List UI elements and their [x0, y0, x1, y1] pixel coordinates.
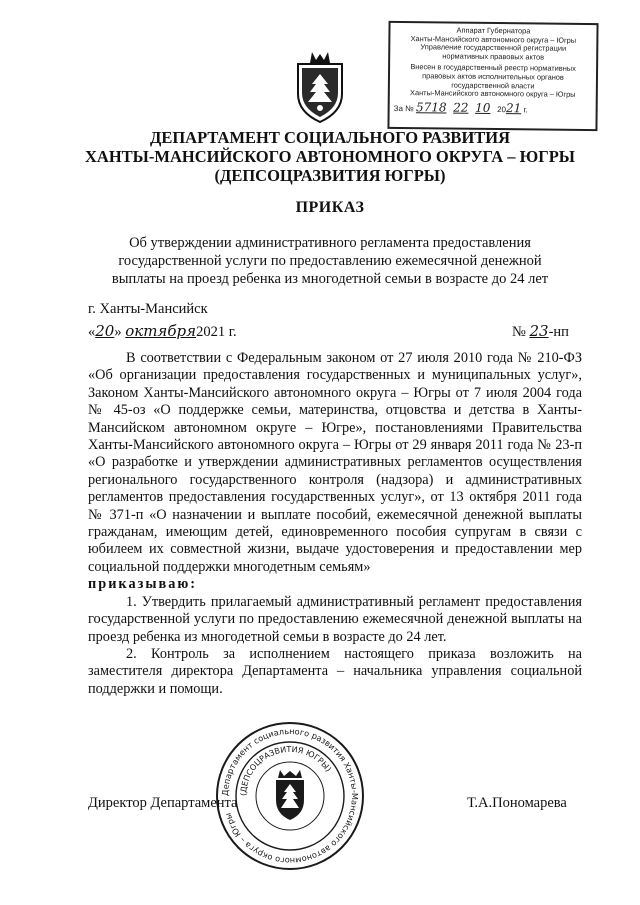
- reg-number: 5718: [415, 99, 447, 115]
- stamp-line: Аппарат Губернатора: [456, 25, 531, 36]
- seal-emblem-icon: [276, 770, 304, 820]
- seal-inner-text: (ДЕПСОЦРАЗВИТИЯ ЮГРЫ): [238, 744, 333, 797]
- stamp-line: Управление государственной регистрации: [420, 42, 567, 53]
- stamp-line: нормативных правовых актов: [442, 51, 545, 62]
- quote: «: [88, 324, 96, 340]
- order-item-2: 2. Контроль за исполнением настоящего приказа возложить на заместителя директора Департамента – начальника управления социальной поддержки и помощи.: [88, 645, 582, 697]
- registration-stamp: [387, 21, 598, 131]
- dept-short-name: (ДЕПСОЦРАЗВИТИЯ ЮГРЫ): [214, 166, 446, 185]
- stamp-line: государственной власти: [451, 80, 535, 90]
- stamp-line: Внесен в государственный реестр нормативных: [410, 62, 576, 74]
- document-type: ПРИКАЗ: [295, 199, 365, 216]
- subject-line: Об утверждении административного регламента предоставления: [129, 235, 531, 251]
- dept-name-line: ДЕПАРТАМЕНТ СОЦИАЛЬНОГО РАЗВИТИЯ: [149, 128, 511, 147]
- stamp-registration-number: [393, 99, 592, 116]
- preamble: В соответствии с Федеральным законом от 27 июля 2010 года № 210-ФЗ «Об организации предоставления государственных и муниципальных услуг», Законом Ханты-Мансийского автономного округа – Югры от 7 июля 2004 года № 45-оз «О поддержке семьи, материнства, отцовства и детства в Ханты-Мансийском автономном округе – Югре», постановлениями Правительства Ханты-Мансийского автономного округа – Югры от 29 января 2011 года № 23-п «О разработке и утверждении административных регламентов осуществления регионального государственного контроля (надзора) и административных регламентов предоставления государственных услуг», от 13 октября 2011 года № 371-п «О назначении и выплате пособий, ежемесячной денежной выплаты гражданам, имеющим детей, единовременного пособия супругам в связи с юбилеем их совместной жизни, выдаче удостоверения и предоставлении мер социальной поддержки многодетным семьям»: [88, 350, 582, 575]
- signatory-title: Директор Департамента: [88, 795, 238, 811]
- quote: »: [114, 324, 122, 340]
- order-subject: [70, 234, 590, 288]
- reg-month: 10: [475, 100, 491, 115]
- order-body: [88, 350, 582, 698]
- date-month: октября: [125, 322, 197, 340]
- reg-year: 21: [505, 100, 522, 116]
- order-date: [88, 322, 237, 341]
- department-heading: [40, 128, 620, 185]
- order-number: [512, 322, 569, 341]
- reg-day: 22: [453, 100, 469, 115]
- stamp-line: правовых актов исполнительных органов: [422, 71, 564, 82]
- stamp-line: Ханты-Мансийского автономного округа – Югры: [410, 33, 577, 45]
- subject-line: государственной услуги по предоставлению ежемесячной денежной: [118, 253, 542, 269]
- number-sign: №: [512, 324, 526, 340]
- reg-prefix: За №: [393, 103, 414, 113]
- order-item-1: 1. Утвердить прилагаемый административный регламент предоставления государственной услуги по предоставлению ежемесячной денежной выплаты на проезд ребенка из многодетной семьи в возрасте до 24 лет.: [88, 593, 582, 645]
- place-of-issue: г. Ханты-Мансийск: [88, 301, 208, 317]
- seal-outer-text: Департамент социального развития Ханты-Мансийского автономного округа – Югры: [219, 725, 361, 867]
- date-day: 20: [95, 322, 115, 340]
- order-word: приказываю:: [88, 576, 198, 593]
- date-year: 2021 г.: [196, 324, 237, 340]
- coat-of-arms-icon: [290, 50, 350, 124]
- number-suffix: -нп: [548, 324, 569, 340]
- reg-year-prefix: 20: [497, 104, 507, 114]
- reg-suffix: г.: [523, 105, 528, 115]
- subject-line: выплаты на проезд ребенка из многодетной семьи в возрасте до 24 лет: [111, 271, 549, 287]
- dept-region-line: ХАНТЫ-МАНСИЙСКОГО АВТОНОМНОГО ОКРУГА – ЮГРЫ: [85, 147, 575, 166]
- stamp-line: Ханты-Мансийского автономного округа – Югры: [410, 88, 576, 100]
- signatory-name: Т.А.Пономарева: [467, 795, 567, 811]
- number-value: 23: [529, 322, 549, 340]
